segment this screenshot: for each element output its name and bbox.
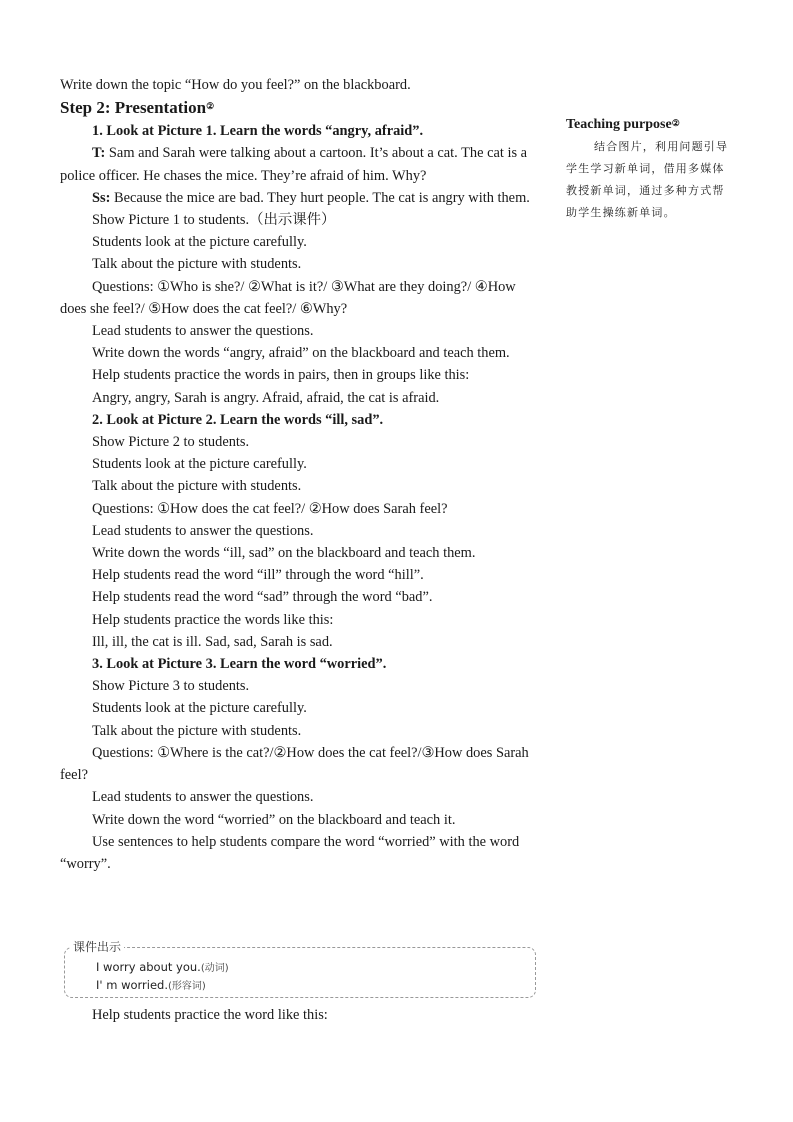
step-heading <box>60 96 530 120</box>
teaching-purpose-title <box>566 114 736 136</box>
teacher-label: T: <box>92 145 106 162</box>
s2-help-sad: Help students read the word “sad” through the word “bad”. <box>92 589 433 606</box>
courseware-note-2: (形容词) <box>168 981 206 992</box>
s2-help-ill: Help students read the word “ill” through the word “hill”. <box>92 567 424 584</box>
teaching-purpose-title-text: Teaching purpose <box>566 117 672 132</box>
section-1-heading: 1. Look at Picture 1. Learn the words “angry, afraid”. <box>92 123 424 140</box>
courseware-sentence-2: I' m worried. <box>96 978 168 992</box>
courseware-note-1: (动词) <box>200 963 229 974</box>
s3-questions: Questions: ①Where is the cat?/②How does the cat feel?/③How does Sarah feel? <box>60 744 529 784</box>
s3-show: Show Picture 3 to students. <box>92 678 250 695</box>
section-2-heading: 2. Look at Picture 2. Learn the words “ill, sad”. <box>92 411 384 428</box>
s1-help: Help students practice the words in pairs, then in groups like this: <box>92 367 470 384</box>
teacher-text: Sam and Sarah were talking about a cartoon. It’s about a cat. The cat is a police officer. He chases the mice. They’re afraid of him. Why? <box>60 145 528 184</box>
s1-write: Write down the words “angry, afraid” on the blackboard and teach them. <box>92 345 510 362</box>
s2-lead: Lead students to answer the questions. <box>92 522 314 539</box>
s2-show: Show Picture 2 to students. <box>92 434 250 451</box>
students-line <box>60 187 530 209</box>
s3-look: Students look at the picture carefully. <box>92 700 307 717</box>
s1-talk: Talk about the picture with students. <box>92 256 302 273</box>
teaching-purpose-panel <box>566 114 736 224</box>
s2-help-practice: Help students practice the words like this: <box>92 611 334 628</box>
s2-example: Ill, ill, the cat is ill. Sad, sad, Sarah is sad. <box>92 633 333 650</box>
step-footnote-mark: ② <box>206 101 215 112</box>
teaching-purpose-mark: ② <box>671 118 680 128</box>
section-3-heading: 3. Look at Picture 3. Learn the word “worried”. <box>92 656 387 673</box>
step-title: Step 2: Presentation <box>60 98 207 118</box>
s3-talk: Talk about the picture with students. <box>92 722 302 739</box>
courseware-sentence-1: I worry about you. <box>96 960 201 974</box>
s3-write: Write down the word “worried” on the blackboard and teach it. <box>92 811 456 828</box>
s1-example: Angry, angry, Sarah is angry. Afraid, afraid, the cat is afraid. <box>92 389 440 406</box>
s2-questions: Questions: ①How does the cat feel?/ ②How does Sarah feel? <box>92 500 448 517</box>
courseware-line-2 <box>96 977 206 995</box>
after-box-line: Help students practice the word like this: <box>92 1007 328 1023</box>
students-label: Ss: <box>92 189 111 206</box>
courseware-line-1 <box>96 959 229 977</box>
s1-look: Students look at the picture carefully. <box>92 234 307 251</box>
s2-talk: Talk about the picture with students. <box>92 478 302 495</box>
teaching-purpose-body: 结合图片，利用问题引导学生学习新单词，借用多媒体教授新单词，通过多种方式帮助学生操练新单词。 <box>566 140 729 219</box>
s3-compare: Use sentences to help students compare the word “worried” with the word “worry”. <box>60 833 520 872</box>
s1-show: Show Picture 1 to students.（出示课件） <box>92 212 336 229</box>
s1-lead: Lead students to answer the questions. <box>92 323 314 340</box>
s3-lead: Lead students to answer the questions. <box>92 789 314 806</box>
intro-line: Write down the topic “How do you feel?” on the blackboard. <box>60 77 411 93</box>
lesson-body <box>60 74 530 875</box>
teacher-line <box>60 142 530 186</box>
students-text: Because the mice are bad. They hurt people. The cat is angry with them. <box>110 189 530 206</box>
s2-write: Write down the words “ill, sad” on the blackboard and teach them. <box>92 545 476 562</box>
courseware-label: 课件出示 <box>70 938 124 956</box>
s2-look: Students look at the picture carefully. <box>92 456 307 473</box>
s1-questions: Questions: ①Who is she?/ ②What is it?/ ③What are they doing?/ ④How does she feel?/ ⑤How does the cat feel?/ ⑥Why? <box>60 278 516 317</box>
